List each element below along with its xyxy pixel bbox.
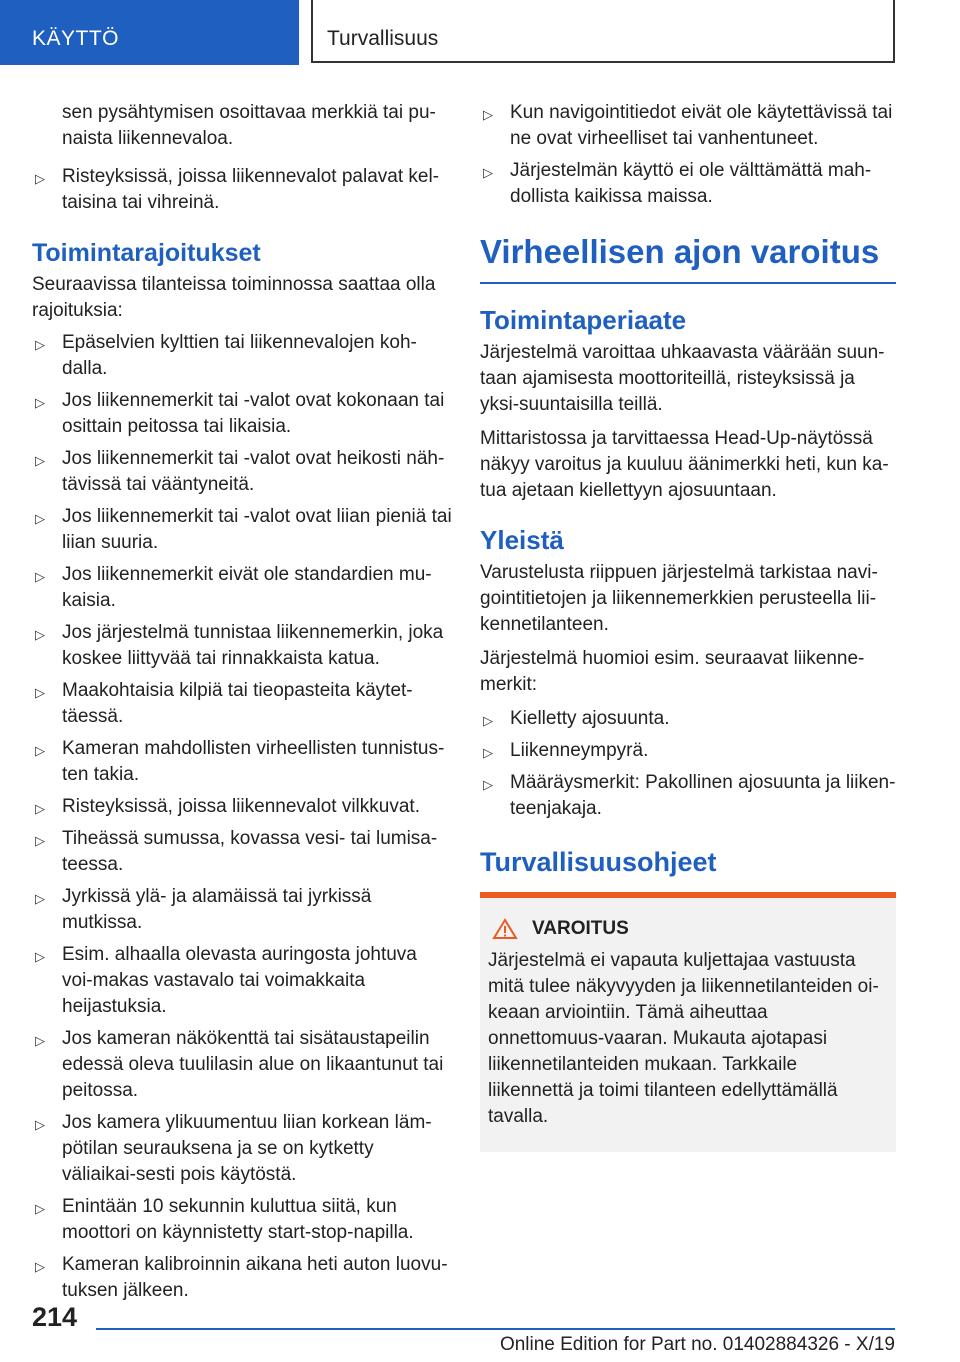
footer-divider bbox=[96, 1328, 895, 1330]
triangle-bullet-icon: ▷ bbox=[35, 1202, 45, 1217]
continued-text: sen pysähtymisen osoittavaa merkkiä tai pu‐naista liikennevaloa. bbox=[62, 102, 436, 149]
list-item: ▷ Jos liikennemerkit tai ‑valot ovat liian pieniä tai liian suuria. bbox=[35, 506, 452, 553]
warning-text: Järjestelmä ei vapauta kuljettajaa vastuusta mitä tulee näkyvyyden ja liikennetilanteiden oi‐keaan arviointiin. Tämä aiheuttaa onnettomuus‐vaaran. Mukauta ajotapasi liikennetilanteiden mukaan. Tarkkaile liikennettä ja toimi tilanteen edellyttämällä tavalla. bbox=[488, 950, 879, 1127]
list-item: ▷ Liikenneympyrä. bbox=[480, 738, 896, 764]
list-item: ▷ Kielletty ajosuunta. bbox=[480, 706, 896, 732]
heading-limitations: Toimintarajoitukset bbox=[32, 239, 261, 267]
triangle-bullet-icon: ▷ bbox=[35, 1118, 45, 1133]
list-item: ▷ Järjestelmän käyttö ei ole välttämättä mah‐dollista kaikissa maissa. bbox=[483, 160, 872, 207]
list-item: ▷ Tiheässä sumussa, kovassa vesi- tai lumisa‐teessa. bbox=[35, 828, 438, 875]
triangle-bullet-icon: ▷ bbox=[35, 1034, 45, 1049]
triangle-bullet-icon: ▷ bbox=[35, 628, 45, 643]
list-item: ▷ Jos järjestelmä tunnistaa liikennemerkin, joka koskee liittyvää tai rinnakkaista katua. bbox=[35, 622, 444, 669]
list-item: ▷ Risteyksissä, joissa liikennevalot vilkkuvat. bbox=[32, 794, 452, 820]
triangle-bullet-icon: ▷ bbox=[35, 950, 45, 965]
triangle-bullet-icon: ▷ bbox=[483, 166, 493, 181]
list-item: ▷ Jos kameran näkökenttä tai sisätaustapeilin edessä oleva tuulilasin alue on likaantunut tai peitossa. bbox=[35, 1028, 444, 1101]
bullet-list-signs bbox=[480, 706, 896, 822]
triangle-bullet-icon: ▷ bbox=[35, 338, 45, 353]
heading-principle: Toimintaperiaate bbox=[480, 305, 687, 335]
triangle-bullet-icon: ▷ bbox=[483, 778, 493, 793]
left-column bbox=[32, 100, 452, 1310]
triangle-bullet-icon: ▷ bbox=[35, 892, 45, 907]
triangle-bullet-icon: ▷ bbox=[35, 172, 45, 187]
list-item: ▷ Jos kamera ylikuumentuu liian korkean läm‐pötilan seurauksena ja se on kytketty väliaikai‐sesti pois käytöstä. bbox=[35, 1112, 432, 1185]
list-item: ▷ Jos liikennemerkit eivät ole standardien mu‐kaisia. bbox=[35, 564, 432, 611]
paragraph: Mittaristossa ja tarvittaessa Head-Up-näytössä näkyy varoitus ja kuuluu äänimerkki heti, kun ka‐tua ajetaan kiellettyyn ajosuuntaan. bbox=[480, 428, 889, 501]
list-item: ▷ Määräysmerkit: Pakollinen ajosuunta ja liiken‐teenjakaja. bbox=[483, 772, 896, 819]
list-item: ▷ Kun navigointitiedot eivät ole käytettävissä tai ne ovat virheelliset tai vanhentuneet. bbox=[483, 102, 893, 149]
warning-box bbox=[480, 892, 896, 1152]
header-chapter: Turvallisuus bbox=[311, 0, 895, 63]
footer-edition: Online Edition for Part no. 01402884326 - X/19 bbox=[499, 1334, 895, 1355]
triangle-bullet-icon: ▷ bbox=[35, 454, 45, 469]
list-item: ▷ Maakohtaisia kilpiä tai tieopasteita käytet‐täessä. bbox=[35, 680, 413, 727]
triangle-bullet-icon: ▷ bbox=[483, 714, 493, 729]
triangle-bullet-icon: ▷ bbox=[35, 570, 45, 585]
bullet-list-limitations bbox=[32, 330, 452, 1304]
triangle-bullet-icon: ▷ bbox=[35, 396, 45, 411]
warning-title: VAROITUS bbox=[532, 918, 629, 939]
triangle-bullet-icon: ▷ bbox=[35, 686, 45, 701]
list-item: ▷ Enintään 10 sekunnin kuluttua siitä, kun moottori on käynnistetty start-stop-napilla. bbox=[35, 1196, 414, 1243]
list-item: ▷ Kameran kalibroinnin aikana heti auton luovu‐tuksen jälkeen. bbox=[35, 1254, 448, 1301]
list-item: ▷ Esim. alhaalla olevasta auringosta johtuva voi‐makas vastavalo tai voimakkaita heijastuksia. bbox=[35, 944, 417, 1017]
limitations-intro: Seuraavissa tilanteissa toiminnossa saattaa olla rajoituksia: bbox=[32, 274, 436, 321]
page-number: 214 bbox=[32, 1302, 78, 1332]
list-item: ▷ Epäselvien kylttien tai liikennevalojen koh‐dalla. bbox=[35, 332, 417, 379]
triangle-bullet-icon: ▷ bbox=[35, 834, 45, 849]
triangle-bullet-icon: ▷ bbox=[483, 746, 493, 761]
paragraph: Varustelusta riippuen järjestelmä tarkistaa navi‐gointitietojen ja liikennemerkkien perusteella lii‐kennetilanteen. bbox=[480, 562, 878, 635]
right-column bbox=[480, 100, 896, 1152]
bullet-list-top-right bbox=[480, 100, 896, 210]
section-title: Virheellisen ajon varoitus bbox=[480, 232, 896, 284]
heading-general: Yleistä bbox=[480, 525, 564, 555]
header-section: KÄYTTÖ bbox=[0, 0, 299, 65]
paragraph: Järjestelmä huomioi esim. seuraavat liikenne‐merkit: bbox=[480, 648, 865, 695]
triangle-bullet-icon: ▷ bbox=[35, 512, 45, 527]
triangle-bullet-icon: ▷ bbox=[35, 744, 45, 759]
list-item: ▷ Risteyksissä, joissa liikennevalot palavat kel‐taisina tai vihreinä. bbox=[35, 166, 439, 213]
bullet-list-top bbox=[32, 164, 452, 216]
list-item: ▷ Jyrkissä ylä- ja alamäissä tai jyrkissä mutkissa. bbox=[35, 886, 372, 933]
warning-title-row bbox=[488, 916, 886, 942]
list-item: ▷ Jos liikennemerkit tai ‑valot ovat heikosti näh‐tävissä tai vääntyneitä. bbox=[35, 448, 445, 495]
triangle-bullet-icon: ▷ bbox=[35, 802, 45, 817]
list-item: ▷ Kameran mahdollisten virheellisten tunnistus‐ten takia. bbox=[35, 738, 445, 785]
triangle-bullet-icon: ▷ bbox=[35, 1260, 45, 1275]
heading-safety: Turvallisuusohjeet bbox=[480, 847, 717, 877]
list-item: ▷ Jos liikennemerkit tai ‑valot ovat kokonaan tai osittain peitossa tai likaisia. bbox=[35, 390, 445, 437]
triangle-bullet-icon: ▷ bbox=[483, 108, 493, 123]
warning-triangle-icon bbox=[492, 918, 518, 940]
paragraph: Järjestelmä varoittaa uhkaavasta väärään suun‐taan ajamisesta moottoriteillä, risteyksissä ja yksi‐suuntaisilla teillä. bbox=[480, 342, 885, 415]
